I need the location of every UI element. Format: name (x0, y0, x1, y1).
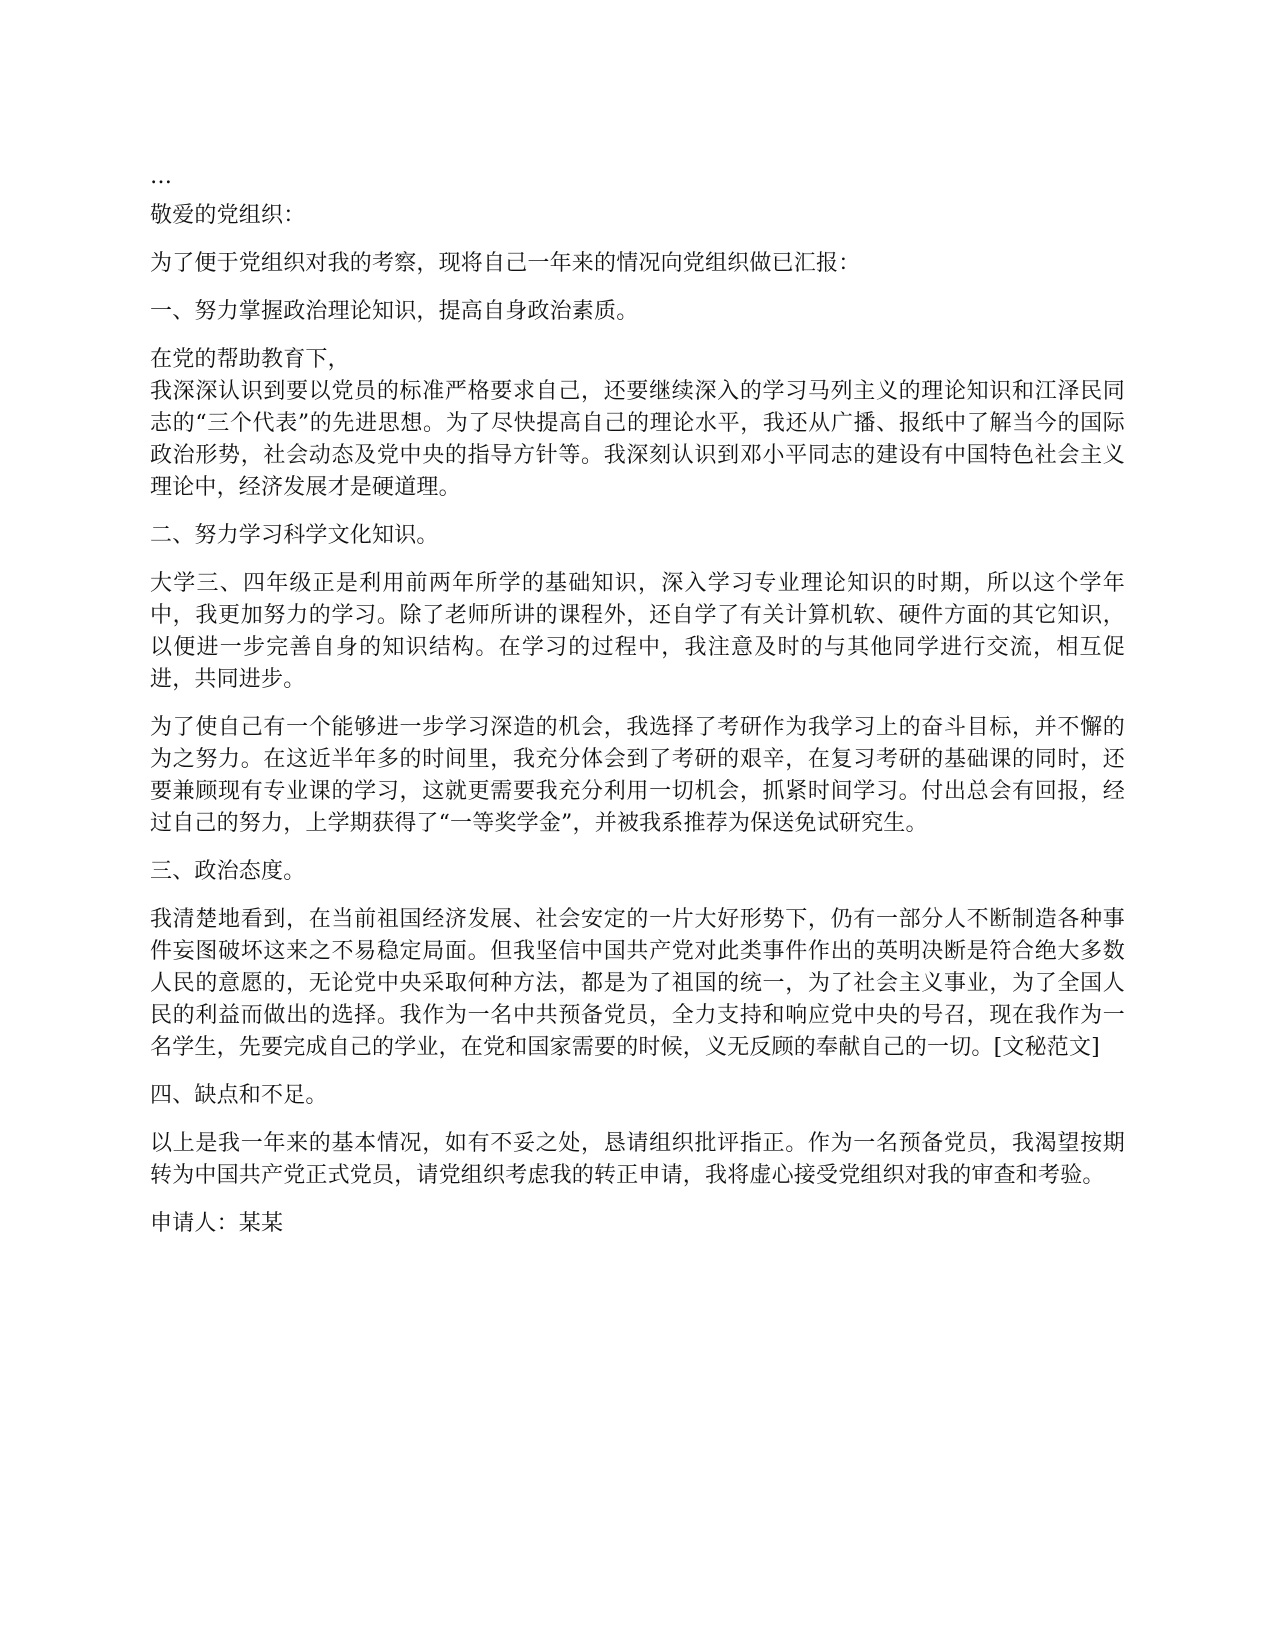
section-1-paragraph (150, 344, 1125, 504)
section-3-heading: 三、政治态度。 (150, 859, 306, 884)
leading-ellipsis: … (150, 164, 173, 189)
signature: 申请人：某某 (150, 1211, 284, 1236)
section-4-heading: 四、缺点和不足。 (150, 1083, 328, 1108)
section-1-heading: 一、努力掌握政治理论知识，提高自身政治素质。 (150, 299, 639, 324)
section-2-heading: 二、努力学习科学文化知识。 (150, 523, 439, 548)
section-2-paragraph-1: 大学三、四年级正是利用前两年所学的基础知识，深入学习专业理论知识的时期，所以这个学年中，我更加努力的学习。除了老师所讲的课程外，还自学了有关计算机软、硬件方面的其它知识，以便进一步完善自身的知识结构。在学习的过程中，我注意及时的与其他同学进行交流，相互促进，共同进步。 (150, 571, 1125, 692)
section-1-opening-line: 在党的帮助教育下， (150, 347, 350, 372)
salutation: 敬爱的党组织： (150, 203, 306, 228)
conclusion-paragraph: 以上是我一年来的基本情况，如有不妥之处，恳请组织批评指正。作为一名预备党员，我渴望按期转为中国共产党正式党员，请党组织考虑我的转正申请，我将虚心接受党组织对我的审查和考验。 (150, 1131, 1125, 1188)
intro-paragraph: 为了便于党组织对我的考察，现将自己一年来的情况向党组织做已汇报： (150, 251, 861, 276)
section-2-paragraph-2: 为了使自己有一个能够进一步学习深造的机会，我选择了考研作为我学习上的奋斗目标，并不懈的为之努力。在这近半年多的时间里，我充分体会到了考研的艰辛，在复习考研的基础课的同时，还要兼顾现有专业课的学习，这就更需要我充分利用一切机会，抓紧时间学习。付出总会有回报，经过自己的努力，上学期获得了“一等奖学金”，并被我系推荐为保送免试研究生。 (150, 715, 1125, 836)
section-3-paragraph: 我清楚地看到，在当前祖国经济发展、社会安定的一片大好形势下，仍有一部分人不断制造各种事件妄图破坏这来之不易稳定局面。但我坚信中国共产党对此类事件作出的英明决断是符合绝大多数人民的意愿的，无论党中央采取何种方法，都是为了祖国的统一，为了社会主义事业，为了全国人民的利益而做出的选择。我作为一名中共预备党员，全力支持和响应党中央的号召，现在我作为一名学生，先要完成自己的学业，在党和国家需要的时候，义无反顾的奉献自己的一切。[文秘范文] (150, 907, 1125, 1060)
section-1-body: 我深深认识到要以党员的标准严格要求自己，还要继续深入的学习马列主义的理论知识和江泽民同志的“三个代表”的先进思想。为了尽快提高自己的理论水平，我还从广播、报纸中了解当今的国际政治形势，社会动态及党中央的指导方针等。我深刻认识到邓小平同志的建设有中国特色社会主义理论中，经济发展才是硬道理。 (150, 379, 1125, 500)
document-page (150, 166, 1125, 1240)
